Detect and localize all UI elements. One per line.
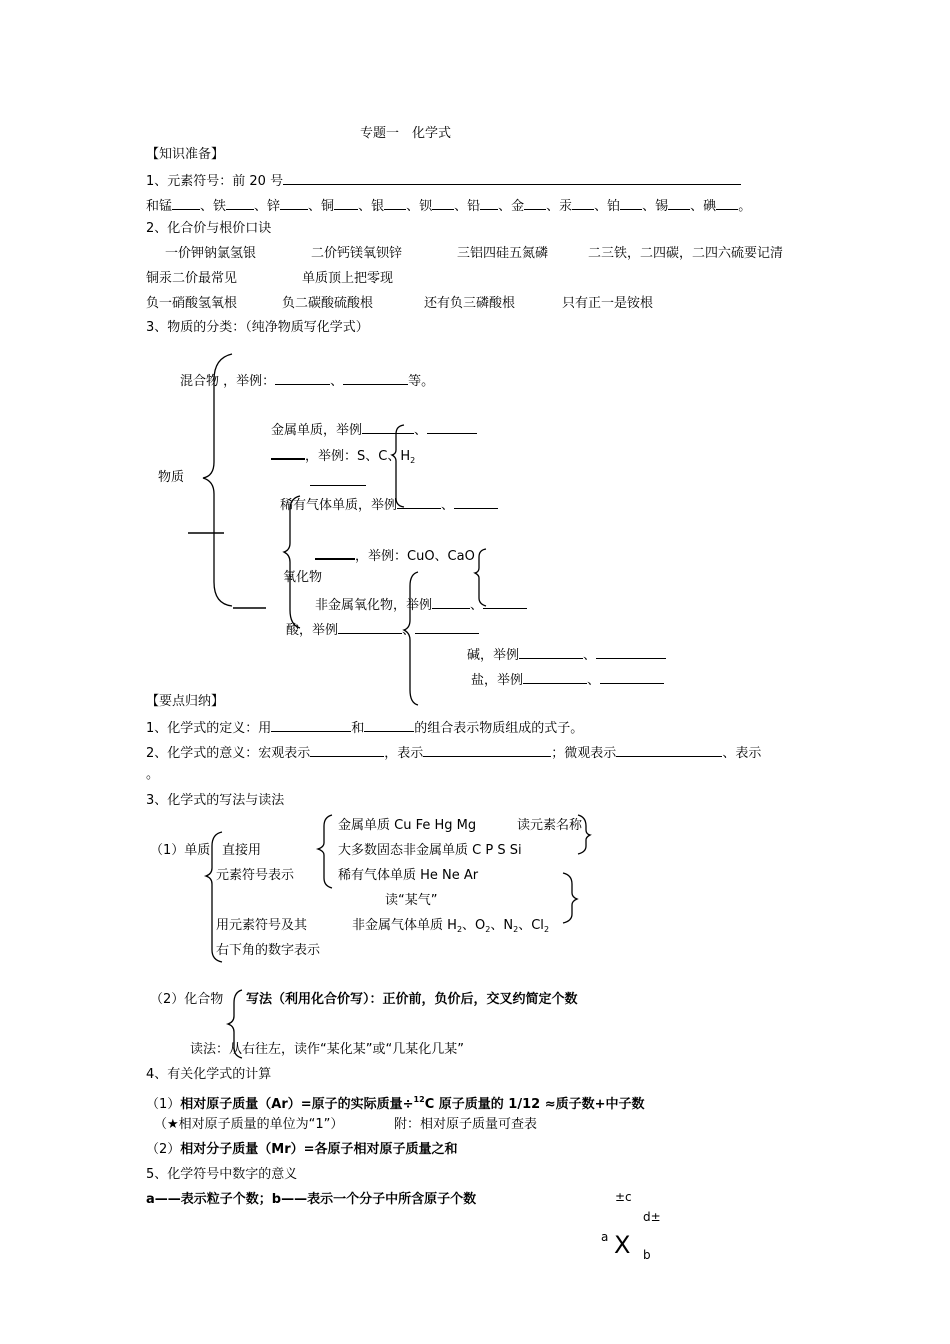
tree-base	[467, 645, 666, 664]
tree-noble	[280, 495, 498, 514]
q1-row	[146, 171, 741, 190]
answer-blank[interactable]	[432, 595, 470, 609]
separator: 、	[414, 423, 428, 438]
calc-label: 4、有关化学式的计算	[146, 1067, 272, 1082]
write-read-label: 3、化学式的写法与读法	[146, 793, 285, 808]
answer-blank[interactable]	[432, 196, 454, 210]
valence-line: 还有负三磷酸根	[424, 296, 516, 311]
subscript: 2	[410, 456, 416, 465]
valence-line: 负二碳酸硫酸根	[282, 296, 374, 311]
meaning-text: ，表示	[384, 746, 424, 761]
answer-blank[interactable]	[271, 718, 351, 732]
tree-nonmetal-oxide-label: 非金属氧化物，举例	[315, 598, 433, 613]
element-label: 。	[738, 199, 752, 214]
answer-blank[interactable]	[596, 645, 666, 659]
valence-line: 二三铁，二四碳，二四六硫要记清	[588, 246, 784, 261]
answer-blank[interactable]	[384, 196, 406, 210]
answer-blank[interactable]	[338, 620, 402, 634]
superscript: 12	[413, 1095, 425, 1104]
element-label: 、锡	[642, 199, 669, 214]
calc-formula: 相对分子质量（Mr）=各原子相对原子质量之和	[180, 1142, 458, 1157]
element-label: 、铂	[594, 199, 621, 214]
meaning-row	[146, 743, 761, 762]
answer-blank[interactable]	[716, 196, 738, 210]
calc-mr	[146, 1142, 458, 1158]
element-label: 、汞	[546, 199, 573, 214]
valence-line: 只有正一是铵根	[562, 296, 654, 311]
tree-substance: 物质	[158, 470, 185, 485]
answer-blank[interactable]	[454, 495, 498, 509]
tree-salt-label: 盐，举例	[471, 673, 524, 688]
meaning-text: 2、化学式的意义：宏观表示	[146, 746, 311, 761]
q2-label: 2、化合价与根价口诀	[146, 221, 272, 236]
tree-metal-oxide	[315, 545, 475, 565]
tree-mixture-end: 等。	[408, 374, 435, 389]
element-label: 、银	[358, 199, 385, 214]
element-label: 、金	[498, 199, 525, 214]
symbol-right-bottom: b	[643, 1248, 651, 1262]
formula: O	[475, 918, 486, 933]
calc-index: （1）	[146, 1097, 181, 1112]
calc-note-table: 附：相对原子质量可查表	[394, 1117, 538, 1132]
meaning-end: 。	[146, 767, 160, 782]
answer-blank[interactable]	[172, 196, 200, 210]
number-meaning-label: 5、化学符号中数字的意义	[146, 1167, 298, 1182]
answer-blank[interactable]	[423, 743, 551, 757]
tree-mixture-label: 混合物 ，举例：	[180, 374, 276, 389]
answer-blank[interactable]	[397, 495, 441, 509]
answer-blank[interactable]	[616, 743, 722, 757]
calc-ar	[146, 1092, 644, 1113]
tree-nonmetal-label: ，举例：S、C、H	[305, 449, 411, 464]
answer-blank[interactable]	[315, 545, 355, 560]
formula: H	[447, 918, 457, 933]
tree-metal-label: 金属单质，举例	[271, 423, 363, 438]
q3-label: 3、物质的分类：（纯净物质写化学式）	[146, 320, 369, 335]
with-number-2: 右下角的数字表示	[216, 943, 321, 958]
formula: N	[503, 918, 514, 933]
answer-blank[interactable]	[523, 670, 587, 684]
answer-blank[interactable]	[364, 718, 414, 732]
separator: 、	[330, 374, 344, 389]
symbol-right-top: d±	[643, 1210, 661, 1224]
tree-acid	[286, 620, 479, 639]
valence-line: 单质顶上把零现	[302, 271, 394, 286]
subscript: 2	[543, 925, 550, 934]
answer-blank[interactable]	[275, 371, 330, 385]
element-label: 、钡	[406, 199, 433, 214]
formula: Cl	[531, 918, 544, 933]
separator: 、	[583, 648, 597, 663]
definition-text: 的组合表示物质组成的式子。	[414, 721, 584, 736]
solid-nonmetal: 大多数固态非金属单质 C P S Si	[338, 843, 522, 858]
answer-blank[interactable]	[280, 196, 308, 210]
tree-metal	[271, 420, 477, 439]
tree-nonmetal	[271, 445, 415, 469]
element-label: 、铁	[200, 199, 227, 214]
answer-blank[interactable]	[271, 445, 305, 460]
tree-nonmetal-oxide	[315, 595, 527, 614]
tree-acid-label: 酸，举例	[286, 623, 339, 638]
element-group-label: （1）单质	[150, 843, 211, 858]
answer-blank[interactable]	[415, 620, 479, 634]
with-number-1: 用元素符号及其	[216, 918, 308, 933]
calc-note: （★相对原子质量的单位为“1”）	[154, 1117, 344, 1132]
definition-row	[146, 718, 583, 737]
answer-blank[interactable]	[668, 196, 690, 210]
answer-blank[interactable]	[334, 196, 358, 210]
answer-blank[interactable]	[519, 645, 583, 659]
symbol-top: ±c	[615, 1190, 632, 1204]
read-gas: 读“某气”	[385, 893, 438, 908]
compound-label: （2）化合物	[150, 992, 224, 1007]
element-label: 和锰	[146, 199, 173, 214]
q1-elements-row	[146, 196, 751, 215]
section-heading-summary: 【要点归纳】	[146, 694, 225, 709]
read-element-name: 读元素名称	[517, 818, 583, 833]
valence-line: 负一硝酸氢氧根	[146, 296, 238, 311]
element-label: 、锌	[254, 199, 281, 214]
element-label: 、碘	[690, 199, 717, 214]
number-meaning-desc: a——表示粒子个数；b——表示一个分子中所含原子个数	[146, 1192, 477, 1207]
answer-blank[interactable]	[226, 196, 254, 210]
answer-blank[interactable]	[480, 196, 498, 210]
answer-blank[interactable]	[524, 196, 546, 210]
tree-metal-oxide-label: ，举例：CuO、CaO	[355, 549, 475, 564]
valence-line: 二价钙镁氧钡锌	[311, 246, 403, 261]
calc-index: （2）	[146, 1142, 181, 1157]
answer-blank[interactable]	[600, 670, 664, 684]
compound-read: 读法：从右往左，读作“某化某”或“几某化几某”	[190, 1042, 464, 1057]
element-label: 、铜	[308, 199, 335, 214]
answer-blank[interactable]	[310, 472, 366, 486]
symbol-left: a	[601, 1230, 609, 1244]
valence-line: 铜汞二价最常见	[146, 271, 238, 286]
subscript: 2	[513, 925, 519, 934]
tree-salt	[471, 670, 664, 689]
answer-blank[interactable]	[572, 196, 594, 210]
separator: 、	[587, 673, 601, 688]
tree-pure-blank	[310, 472, 366, 491]
subscript: 2	[485, 925, 491, 934]
meaning-text: 、表示	[722, 746, 762, 761]
symbol-center: X	[614, 1231, 631, 1259]
answer-blank[interactable]	[283, 171, 741, 185]
section-heading-prepare: 【知识准备】	[146, 147, 225, 162]
gas-nonmetal-label: 非金属气体单质	[352, 918, 444, 933]
separator: 、	[470, 598, 484, 613]
subscript: 2	[456, 925, 463, 934]
meaning-text: ；微观表示	[551, 746, 617, 761]
page-title: 专题一 化学式	[360, 126, 452, 141]
q1-label: 1、元素符号：前 20 号	[146, 174, 284, 189]
separator: 、	[402, 623, 416, 638]
answer-blank[interactable]	[343, 371, 408, 385]
tree-oxide: 氧化物	[283, 570, 323, 585]
tree-base-label: 碱，举例	[467, 648, 520, 663]
answer-blank[interactable]	[427, 420, 477, 434]
definition-text: 和	[351, 721, 365, 736]
direct-use: 直接用	[222, 843, 262, 858]
symbol-represent: 元素符号表示	[216, 868, 295, 883]
valence-line: 一价钾钠氯氢银	[165, 246, 257, 261]
noble-gases: 稀有气体单质 He Ne Ar	[338, 868, 479, 883]
tree-mixture	[180, 371, 434, 390]
element-label: 、铅	[454, 199, 481, 214]
gas-nonmetal: 非金属气体单质 $H_2$、$O_2$、$N_2$、$Cl_2$	[352, 918, 550, 934]
tree-noble-label: 稀有气体单质，举例	[280, 498, 398, 513]
calc-formula: C 原子质量的 1/12 ≈质子数+中子数	[424, 1097, 645, 1112]
answer-blank[interactable]	[620, 196, 642, 210]
definition-text: 1、化学式的定义：用	[146, 721, 272, 736]
metal-elements: 金属单质 Cu Fe Hg Mg	[338, 818, 477, 833]
valence-line: 三铝四硅五氮磷	[457, 246, 549, 261]
calc-formula: 相对原子质量（Ar）=原子的实际质量÷	[180, 1097, 414, 1112]
answer-blank[interactable]	[362, 420, 414, 434]
answer-blank[interactable]	[310, 743, 384, 757]
compound-write: 写法（利用化合价写）：正价前，负价后，交叉约简定个数	[246, 992, 578, 1007]
separator: 、	[441, 498, 455, 513]
answer-blank[interactable]	[483, 595, 527, 609]
